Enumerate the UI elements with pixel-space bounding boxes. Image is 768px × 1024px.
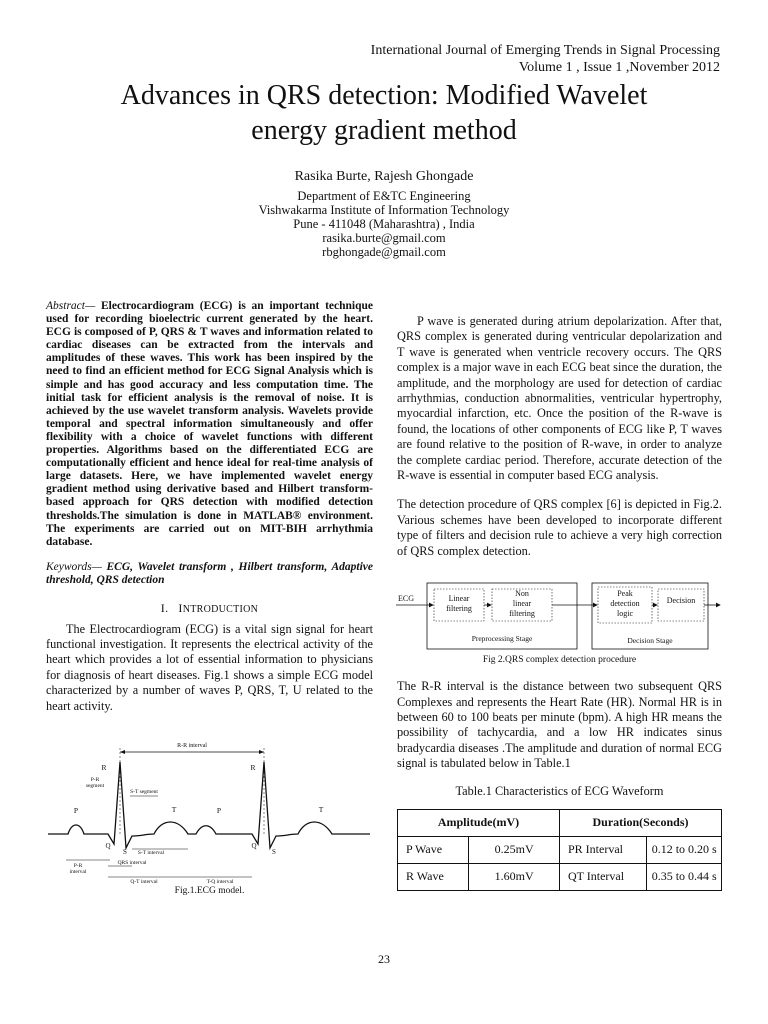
label-pr-interval-a: P-R bbox=[73, 863, 83, 870]
section-title-rest: NTRODUCTION bbox=[182, 603, 259, 615]
table-cell: 1.60mV bbox=[469, 863, 560, 890]
table-cell: 0.25mV bbox=[469, 836, 560, 863]
label-q1: Q bbox=[105, 842, 111, 851]
label-st-segment: S-T segment bbox=[130, 789, 158, 796]
table-header-duration: Duration(Seconds) bbox=[559, 809, 721, 836]
label-linear-a: Linear bbox=[448, 594, 470, 604]
title-line-1: Advances in QRS detection: Modified Wavelet bbox=[120, 80, 648, 111]
affiliation bbox=[40, 189, 728, 259]
label-rr-interval: R-R interval bbox=[177, 743, 207, 750]
label-p1: P bbox=[73, 806, 79, 816]
journal-header bbox=[371, 42, 720, 76]
label-decision-stage: Decision Stage bbox=[627, 636, 673, 646]
table-row bbox=[398, 836, 722, 863]
label-qt-interval: Q-T interval bbox=[130, 879, 158, 885]
section-number: I. bbox=[160, 600, 169, 615]
table1-title: Table.1 Characteristics of ECG Waveform bbox=[455, 783, 664, 798]
keywords bbox=[46, 561, 373, 588]
section-title-initial: I bbox=[178, 600, 183, 615]
ecg-model-diagram bbox=[46, 736, 373, 884]
abstract-label: Abstract— bbox=[46, 300, 96, 312]
journal-issue: Volume 1 , Issue 1 ,November 2012 bbox=[518, 60, 720, 75]
fig2-caption: Fig 2.QRS complex detection procedure bbox=[482, 655, 637, 666]
right-paragraph-1: P wave is generated during atrium depolarization. After that, QRS complex is generated during ventricular depolarization and T wave is generated when ventricle recovery occurs. The QRS complex is a major wave in each ECG beat since the duration, the amplitude, and the morphology are used for detection of cardiac arrhythmias, conduction abnormalities, ventricular hypertrophy, myocardial infarction, etc. Once the position of the R-wave is found, the locations of other components of ECG like P, T waves are found relative to the position of R-wave, in order to analyze the complete cardiac period. Therefore, accurate detection of the R-wave is essential in computer based ECG analysis. bbox=[397, 314, 722, 483]
affiliation-institute: Vishwakarma Institute of Information Technology bbox=[258, 203, 510, 217]
label-qrs-interval: QRS interval bbox=[117, 860, 147, 867]
page-number: 23 bbox=[378, 952, 390, 966]
ecg-characteristics-table bbox=[397, 809, 722, 891]
label-preprocessing-stage: Preprocessing Stage bbox=[471, 634, 533, 644]
qrs-procedure-diagram bbox=[392, 577, 722, 655]
abstract bbox=[46, 300, 373, 549]
fig1-caption: Fig.1.ECG model. bbox=[174, 886, 245, 897]
table-cell: R Wave bbox=[398, 863, 469, 890]
label-t1: T bbox=[171, 805, 177, 815]
decision-box bbox=[658, 589, 704, 621]
author-email-2[interactable]: rbghongade@gmail.com bbox=[322, 245, 446, 259]
label-s1: S bbox=[123, 848, 127, 857]
affiliation-city: Pune - 411048 (Maharashtra) , India bbox=[293, 217, 475, 231]
table-cell: 0.12 to 0.20 s bbox=[647, 836, 722, 863]
table-cell: P Wave bbox=[398, 836, 469, 863]
label-t2: T bbox=[318, 805, 324, 815]
qrs-procedure-figure bbox=[392, 577, 722, 655]
label-r2: R bbox=[250, 763, 256, 773]
authors: Rasika Burte, Rajesh Ghongade bbox=[294, 169, 474, 184]
section-heading-introduction bbox=[46, 601, 373, 616]
keywords-text: ECG, Wavelet transform , Hilbert transform, Adaptive threshold, QRS detection bbox=[46, 560, 373, 587]
journal-name: International Journal of Emerging Trends in Signal Processing bbox=[370, 43, 720, 58]
label-st-interval: S-T interval bbox=[137, 850, 165, 857]
rr-arrow-head-left bbox=[120, 750, 125, 754]
label-q2: Q bbox=[251, 842, 257, 851]
keywords-label: Keywords— bbox=[46, 560, 102, 573]
table-row bbox=[398, 863, 722, 890]
label-peak-a: Peak bbox=[617, 589, 633, 599]
label-tq-interval: T-Q interval bbox=[206, 879, 234, 885]
label-pr-interval-b: interval bbox=[69, 869, 87, 876]
label-pr-segment-a: P-R bbox=[90, 777, 100, 784]
right-column bbox=[397, 314, 722, 891]
table-cell: QT Interval bbox=[559, 863, 646, 890]
label-ecg: ECG bbox=[398, 594, 414, 604]
title-line-2: energy gradient method bbox=[251, 115, 517, 146]
abstract-text: Electrocardiogram (ECG) is an important technique used for recording bioelectric current generated by the heart. ECG is composed of P, QRS & T waves and information related to cardiac diseases can be extracted from the intervals and amplitudes of these waves. This work has been inspired by the need to find an efficient method for ECG Signal Analysis which is simple and has good accuracy and less computation time. The initial task for efficient analysis is the removal of noise. It is achieved by the use wavelet transform analysis. Wavelets provide temporal and spectral information simultaneously and offer flexibility with a choice of wavelet functions with different properties. Algorithms based on the differentiated ECG are computationally efficient and hence ideal for real-time analysis of large datasets. Here, we have implemented wavelet energy gradient method using derivative based and Hilbert transform-based approach for QRS detection with modified detection thresholds.The simulation is done in MATLAB® environment. The experiments are carried out on MIT-BIH arrhythmia database. bbox=[46, 300, 373, 548]
label-decision: Decision bbox=[666, 596, 696, 606]
label-linear-b: filtering bbox=[446, 604, 472, 614]
label-s2: S bbox=[272, 848, 276, 857]
table-header-amplitude: Amplitude(mV) bbox=[398, 809, 560, 836]
table-cell: PR Interval bbox=[559, 836, 646, 863]
label-p2: P bbox=[216, 806, 222, 816]
author-email-1[interactable]: rasika.burte@gmail.com bbox=[322, 231, 446, 245]
ecg-model-figure bbox=[46, 736, 373, 884]
label-nonlinear-a: Non bbox=[515, 589, 529, 599]
label-peak-b: detection bbox=[610, 599, 640, 609]
intro-paragraph: The Electrocardiogram (ECG) is a vital sign signal for heart functional investigation. It represents the electrical activity of the heart which provides a lot of essential information to physicians for diagnosis of heart diseases. Fig.1 shows a simple ECG model characterized by a number of waves P, QRS, T, U related to the heart activity. bbox=[46, 621, 373, 713]
label-pr-segment-b: segment bbox=[85, 783, 105, 790]
left-column bbox=[46, 300, 373, 896]
label-r1: R bbox=[101, 763, 107, 773]
right-paragraph-3: The R-R interval is the distance between two subsequent QRS Complexes and represents the Heart Rate (HR). Normal HR is in between 60 to 100 beats per minute (bpm). A high HR means the possibility of tachycardia, and a low HR indicates sinus bradycardia diseases .The amplitude and duration of normal ECG signal is tabulated below in Table.1 bbox=[397, 679, 722, 771]
table-cell: 0.35 to 0.44 s bbox=[647, 863, 722, 890]
rr-arrow-head-right bbox=[259, 750, 264, 754]
paper-title bbox=[40, 78, 728, 148]
label-peak-c: logic bbox=[617, 609, 633, 619]
table-header-row bbox=[398, 809, 722, 836]
label-nonlinear-b: linear bbox=[512, 599, 532, 609]
affiliation-dept: Department of E&TC Engineering bbox=[297, 189, 471, 203]
right-paragraph-2: The detection procedure of QRS complex [6] is depicted in Fig.2. Various schemes have been developed to incorporate different type of filters and decision rule to achieve a very high correction of QRS complex detection. bbox=[397, 497, 722, 558]
label-nonlinear-c: filtering bbox=[509, 609, 535, 619]
